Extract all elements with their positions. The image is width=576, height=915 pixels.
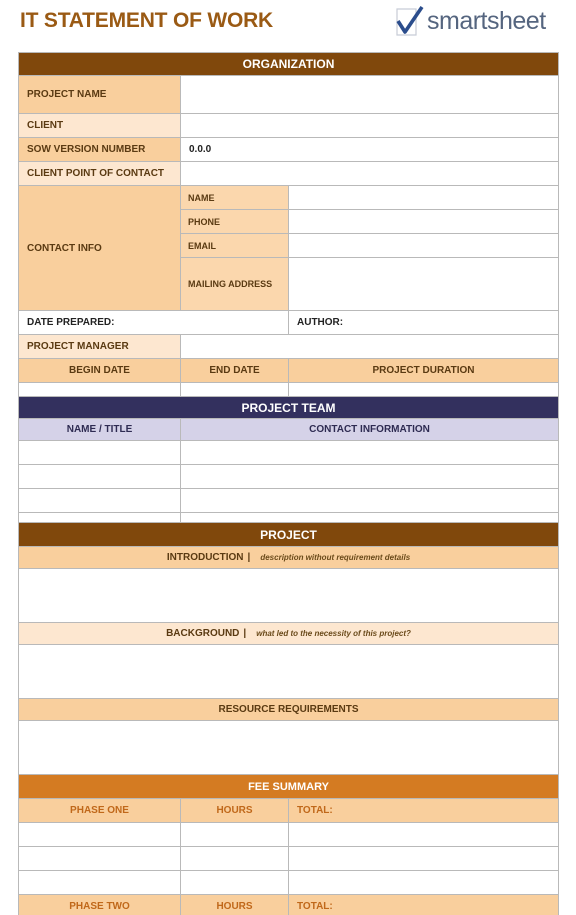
date-prepared-field[interactable]: [19, 311, 289, 335]
logo-text: smartsheet: [427, 6, 546, 35]
contact-name-field[interactable]: [289, 186, 559, 210]
author-label: AUTHOR:: [297, 317, 344, 328]
contact-mailing-field[interactable]: [289, 258, 559, 311]
team-contact-cell[interactable]: [181, 441, 559, 465]
phase-one-hours-cell[interactable]: [181, 871, 289, 895]
phase-one-item-cell[interactable]: [19, 847, 181, 871]
project-header: PROJECT: [19, 523, 559, 547]
phase-two-total-label: TOTAL:: [289, 895, 559, 915]
introduction-label: INTRODUCTION: [166, 552, 244, 563]
phase-one-item-cell[interactable]: [19, 823, 181, 847]
team-name-cell[interactable]: [19, 489, 181, 513]
project-name-field[interactable]: [181, 76, 559, 114]
date-prepared-label: DATE PREPARED:: [27, 317, 115, 328]
introduction-header: [19, 547, 559, 569]
project-manager-field[interactable]: [181, 335, 559, 359]
project-duration-label: PROJECT DURATION: [289, 359, 559, 383]
background-label: BACKGROUND: [166, 628, 240, 639]
phase-one-hours-cell[interactable]: [181, 847, 289, 871]
phase-two-hours-label: HOURS: [181, 895, 289, 915]
resource-requirements-field[interactable]: [19, 721, 559, 775]
phase-one-hours-cell[interactable]: [181, 823, 289, 847]
phase-one-total-cell[interactable]: [289, 847, 559, 871]
begin-date-label: BEGIN DATE: [19, 359, 181, 383]
project-manager-label: PROJECT MANAGER: [19, 335, 181, 359]
phase-one-total-cell[interactable]: [289, 871, 559, 895]
table-row: [19, 465, 559, 489]
page-title: IT STATEMENT OF WORK: [20, 9, 274, 32]
organization-section: [18, 52, 558, 407]
client-field[interactable]: [181, 114, 559, 138]
team-name-cell[interactable]: [19, 465, 181, 489]
table-row: [19, 871, 559, 895]
project-team-section: [18, 396, 558, 537]
contact-email-label: EMAIL: [181, 234, 289, 258]
team-name-cell[interactable]: [19, 441, 181, 465]
table-row: [19, 847, 559, 871]
phase-one-total-cell[interactable]: [289, 823, 559, 847]
contact-phone-field[interactable]: [289, 210, 559, 234]
background-field[interactable]: [19, 645, 559, 699]
end-date-label: END DATE: [181, 359, 289, 383]
introduction-note: description without requirement details: [260, 553, 411, 562]
sow-version-field[interactable]: 0.0.0: [181, 138, 559, 162]
phase-two-label: PHASE TWO: [19, 895, 181, 915]
background-header: [19, 623, 559, 645]
phase-one-total-label: TOTAL:: [289, 799, 559, 823]
fee-summary-header: FEE SUMMARY: [19, 775, 559, 799]
client-label: CLIENT: [19, 114, 181, 138]
contact-email-field[interactable]: [289, 234, 559, 258]
table-row: [19, 823, 559, 847]
table-row: [19, 489, 559, 513]
contact-info-label: CONTACT INFO: [19, 186, 181, 311]
resource-requirements-label: RESOURCE REQUIREMENTS: [19, 699, 559, 721]
phase-one-hours-label: HOURS: [181, 799, 289, 823]
separator: |: [243, 628, 247, 639]
name-title-column-header: NAME / TITLE: [19, 419, 181, 441]
organization-header: ORGANIZATION: [19, 53, 559, 76]
client-poc-label: CLIENT POINT OF CONTACT: [19, 162, 181, 186]
table-row: [19, 441, 559, 465]
project-team-header: PROJECT TEAM: [19, 397, 559, 419]
author-field[interactable]: [289, 311, 559, 335]
phase-one-item-cell[interactable]: [19, 871, 181, 895]
checkmark-icon: [394, 5, 424, 37]
smartsheet-logo: [394, 2, 546, 40]
contact-mailing-label: MAILING ADDRESS: [181, 258, 289, 311]
project-name-label: PROJECT NAME: [19, 76, 181, 114]
project-section: [18, 522, 558, 915]
phase-one-label: PHASE ONE: [19, 799, 181, 823]
contact-phone-label: PHONE: [181, 210, 289, 234]
team-contact-cell[interactable]: [181, 489, 559, 513]
separator: |: [247, 552, 251, 563]
contact-information-column-header: CONTACT INFORMATION: [181, 419, 559, 441]
background-note: what led to the necessity of this project?: [256, 629, 411, 638]
client-poc-field[interactable]: [181, 162, 559, 186]
introduction-field[interactable]: [19, 569, 559, 623]
team-contact-cell[interactable]: [181, 465, 559, 489]
contact-name-label: NAME: [181, 186, 289, 210]
sow-version-label: SOW VERSION NUMBER: [19, 138, 181, 162]
